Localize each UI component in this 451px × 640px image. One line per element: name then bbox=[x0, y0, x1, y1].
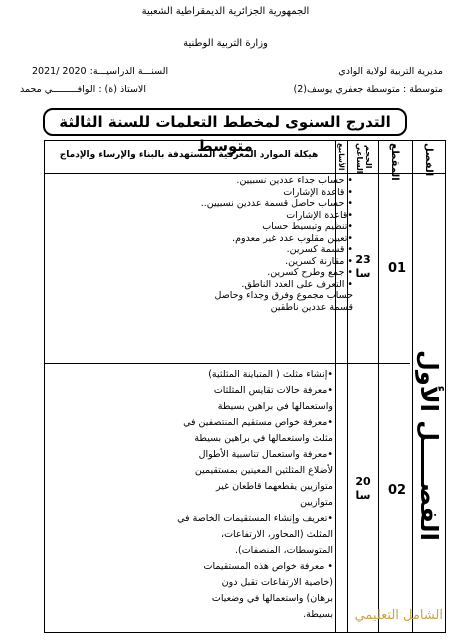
list-item: لأضلاع المثلثين المعينين بمستقيمين bbox=[194, 465, 333, 476]
header-term: الفصل bbox=[423, 143, 434, 177]
header-year: السنـــة الدراسيـــة: 2020 /2021 bbox=[32, 66, 169, 77]
list-item: •إنشاء مثلث ( المتباينة المثلثية) bbox=[208, 369, 333, 380]
segment-number: 01 bbox=[387, 261, 407, 276]
list-item: •معرفة واستعمال تناسبية الأطوال bbox=[198, 449, 333, 460]
watermark-logo: الشامل التعليمي bbox=[354, 608, 443, 623]
list-item: برهان) واستعمالها في وضعيات bbox=[211, 593, 333, 604]
header-weeks: الأسابيع bbox=[337, 143, 345, 171]
list-item: واستعمالها في براهين بسيطة bbox=[217, 401, 333, 412]
list-item: •معرفة خواص مستقيم المنتصفين في bbox=[183, 417, 333, 428]
header-directorate: مديرية التربية لولاية الوادي bbox=[338, 66, 443, 77]
list-item: متوازيين يقطعهما قاطعان غير bbox=[215, 481, 333, 492]
list-item: • قسمة كسرين. bbox=[286, 244, 353, 255]
header-school: متوسطة : متوسطة جعفري يوسف(2) bbox=[293, 84, 443, 95]
list-item: (خاصية الارتفاعات تقبل دون bbox=[221, 577, 333, 588]
list-item: •تعريف وإنشاء المستقيمات الخاصة في bbox=[177, 513, 333, 524]
page-title: التدرج السنوى لمخطط التعلمات للسنة الثالثة متوسط bbox=[43, 108, 407, 136]
list-item: حساب مجموع وفرق وجداء وحاصل bbox=[214, 290, 353, 301]
progression-table bbox=[44, 140, 446, 633]
segment-hours: 23 سا bbox=[355, 253, 371, 280]
list-item: •قاعدة الإشارات bbox=[286, 209, 353, 221]
list-item: • معرفة خواص هذه المستقيمات bbox=[203, 561, 333, 572]
list-item: المتوسطات، المنصفات). bbox=[235, 545, 333, 556]
header-teacher: الاستاذ (ة) : الوافـــــــــي محمد bbox=[20, 84, 146, 95]
list-item: •تعيين مقلوب عدد غير معدوم. bbox=[232, 232, 353, 244]
header-segment: المقطع bbox=[389, 143, 400, 181]
list-item: المثلث (المحاور، الارتفاعات، bbox=[221, 529, 333, 540]
list-item: مثلث واستعمالها في براهين بسيطة bbox=[194, 433, 333, 444]
list-item: بسيطة. bbox=[303, 609, 333, 620]
list-item: • حساب جداء عددين نسبيين. bbox=[236, 175, 353, 186]
list-item: •تنظيم وتبسيط حساب bbox=[262, 221, 353, 232]
list-item: متوازيين bbox=[300, 497, 333, 508]
term-label: الفصـــــل الأول bbox=[415, 350, 443, 541]
segment-items bbox=[201, 175, 353, 313]
segment-hours: 20 سا bbox=[355, 475, 371, 502]
header-republic: الجمهورية الجزائرية الديمقراطية الشعبية bbox=[141, 6, 310, 17]
list-item: • قاعدة الإشارات bbox=[283, 186, 353, 198]
list-item: • جمع وطرح كسرين. bbox=[267, 267, 353, 278]
list-item: • مقارنة كسرين. bbox=[285, 255, 353, 267]
list-item: • حساب حاصل قسمة عددين نسبيين.. bbox=[200, 198, 353, 209]
segment-items bbox=[177, 367, 333, 623]
segment-number: 02 bbox=[387, 483, 407, 498]
list-item: قسمة عددين ناطقين bbox=[270, 301, 353, 313]
header-duration: الحجم الساعي bbox=[355, 143, 373, 174]
list-item: •معرفة حالات تقايس المثلثات bbox=[213, 385, 333, 396]
list-item: • التعرف على العدد الناطق. bbox=[241, 278, 353, 290]
header-ministry: وزارة التربية الوطنية bbox=[183, 38, 268, 49]
header-resources: هيكلة الموارد المعرفية المستهدفة بالبناء والإرساء والإدماج bbox=[59, 150, 319, 160]
